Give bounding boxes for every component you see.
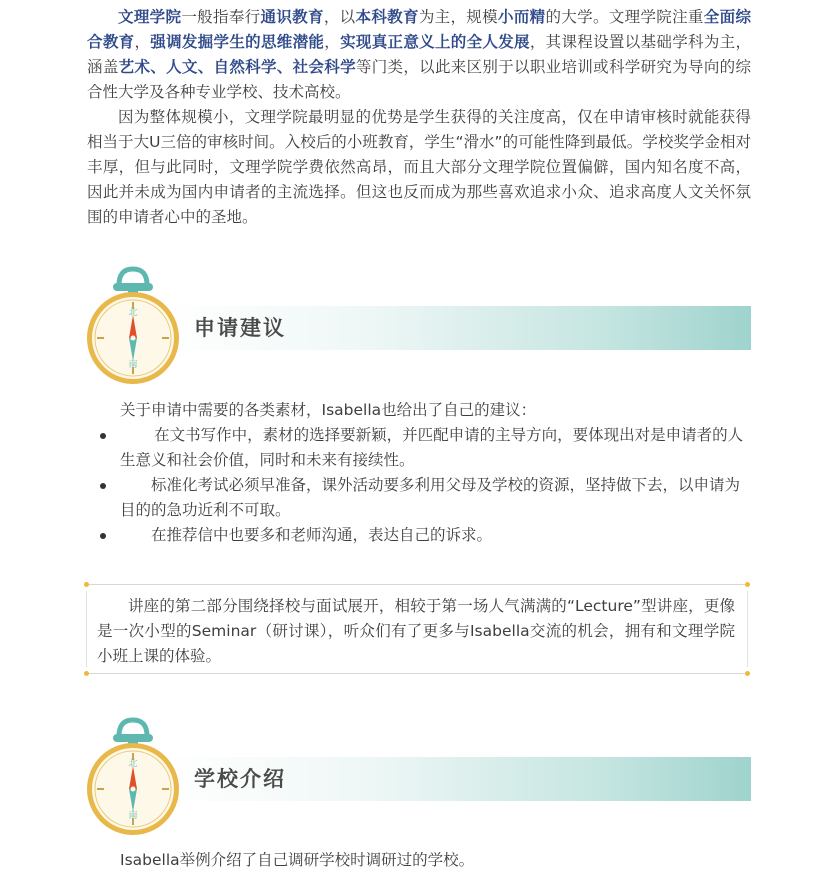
corner-dot (745, 582, 750, 587)
quote-text: 讲座的第二部分围绕择校与面试展开，相较于第一场人气满满的“Lecture”型讲座，更像是一次小型的Seminar（研讨课），听众们有了更多与Isabella交流的机会，拥有和文理学院小班上课的体验。 (97, 597, 735, 665)
bullet-dot (100, 433, 106, 439)
highlight-text: 小而精 (497, 8, 546, 26)
body-text: ，以 (323, 8, 356, 26)
compass-icon (83, 266, 183, 388)
section-header-school-intro (83, 717, 751, 839)
list-item: 标准化考试必须早准备，课外活动要多利用父母及学校的资源，坚持做下去，以申请为目的的急功近利不可取。 (120, 473, 750, 523)
highlight-text: 实现真正意义上的全人发展 (340, 33, 530, 51)
intro-paragraph-2: 因为整体规模小，文理学院最明显的优势是学生获得的关注度高，仅在申请审核时就能获得相当于大U三倍的审核时间。入校后的小班教育，学生“滑水”的可能性降到最低。学校奖学金相对丰厚，但与此同时，文理学院学费依然高昂，而且大部分文理学院位置偏僻，国内知名度不高，因此并未成为国内申请者的主流选择。但这也反而成为那些喜欢追求小众、追求高度人文关怀氛围的申请者心中的圣地。 (87, 108, 751, 226)
highlight-text: 艺术、人文、自然科学、社会科学 (118, 58, 356, 76)
section-title: 学校介绍 (194, 767, 286, 791)
corner-dot (84, 671, 89, 676)
compass-north-label: 北 (128, 308, 138, 318)
compass-north-label: 北 (128, 759, 138, 769)
highlight-text: 全面综合教育 (87, 8, 751, 51)
bullet-dot (100, 533, 106, 539)
highlight-text: 通识教育 (260, 8, 324, 26)
compass-south-label: 南 (128, 360, 138, 370)
school-intro-text: Isabella举例介绍了自己调研学校时调研过的学校。 (120, 851, 475, 869)
highlight-text: 强调发掘学生的思维潜能 (150, 33, 325, 51)
corner-dot (745, 671, 750, 676)
list-item: 在文书写作中，素材的选择要新颖，并匹配申请的主导方向，要体现出对是申请者的人生意义和社会价值，同时和未来有接续性。 (120, 423, 750, 473)
body-text: 为主，规模 (418, 8, 498, 26)
list-item: 在推荐信中也要多和老师沟通，表达自己的诉求。 (120, 523, 750, 548)
quote-border-right (747, 591, 748, 667)
body-text: ， (324, 33, 341, 51)
corner-dot (84, 582, 89, 587)
body-text: 一般指奉行 (181, 8, 261, 26)
body-text: 等门类，以此来区别于以职业培训或科学研究为导向的综合性大学及各种专业学校、技术高校。 (87, 58, 751, 101)
highlight-text: 本科教育 (355, 8, 419, 26)
body-text: 的大学。文理学院注重 (545, 8, 704, 26)
section-header-apply-advice (83, 266, 751, 388)
advice-intro: 关于申请中需要的各类素材，Isabella也给出了自己的建议： (120, 401, 537, 419)
intro-paragraph-1 (87, 5, 751, 105)
compass-icon (83, 717, 183, 839)
bullet-dot (100, 483, 106, 489)
body-text: ，其课程设置以基础学科为主，涵盖 (87, 33, 751, 76)
quote-box (87, 584, 747, 674)
section-title: 申请建议 (194, 316, 286, 340)
quote-border-left (86, 591, 87, 667)
compass-south-label: 南 (128, 811, 138, 821)
body-text: ， (134, 33, 151, 51)
highlight-text: 文理学院 (118, 8, 182, 26)
advice-list (120, 423, 750, 548)
